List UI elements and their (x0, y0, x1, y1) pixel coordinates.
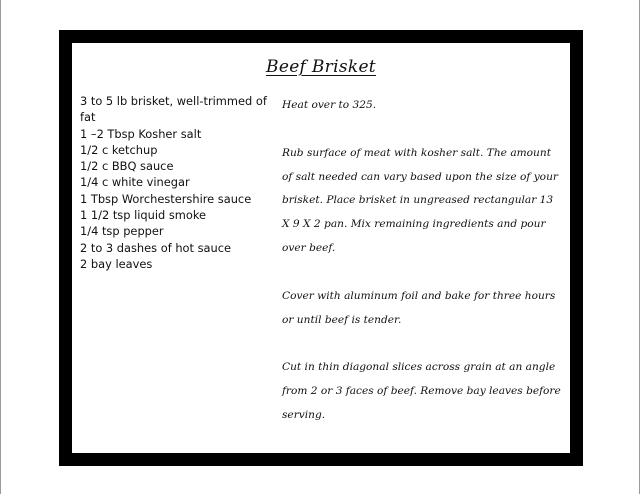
ingredient-item: 3 to 5 lb brisket, well-trimmed of fat (80, 94, 267, 125)
instruction-step-prepare: Rub surface of meat with kosher salt. The amount of salt needed can vary based upon the size of your brisket. Place brisket in ungreased rectangular 13 X 9 X 2 pan. Mix remaining ingredients and pour over beef. (282, 146, 558, 254)
instructions (282, 94, 564, 452)
ingredient-item: 1/4 tsp pepper (80, 224, 164, 239)
ingredient-item: 2 bay leaves (80, 256, 153, 271)
ingredient-list (80, 93, 276, 272)
recipe-card (59, 30, 583, 466)
ingredient-item: 1 1/2 tsp liquid smoke (80, 208, 207, 223)
instruction-step-bake: Cover with aluminum foil and bake for three hours or until beef is tender. (282, 289, 556, 326)
page-edge-left (0, 0, 1, 494)
ingredient-item: 1 –2 Tbsp Kosher salt (80, 126, 202, 141)
ingredient-item: 1/2 c ketchup (80, 142, 158, 157)
instruction-step-preheat: Heat over to 325. (282, 99, 377, 111)
ingredient-item: 1/2 c BBQ sauce (80, 159, 174, 174)
ingredient-item: 1 Tbsp Worchestershire sauce (80, 191, 252, 206)
instruction-step-serve: Cut in thin diagonal slices across grain at an angle from 2 or 3 faces of beef. Remove bay leaves before serving. (282, 361, 561, 421)
ingredient-item: 1/4 c white vinegar (80, 175, 190, 190)
ingredient-item: 2 to 3 dashes of hot sauce (80, 240, 231, 255)
recipe-title: Beef Brisket (266, 57, 376, 77)
